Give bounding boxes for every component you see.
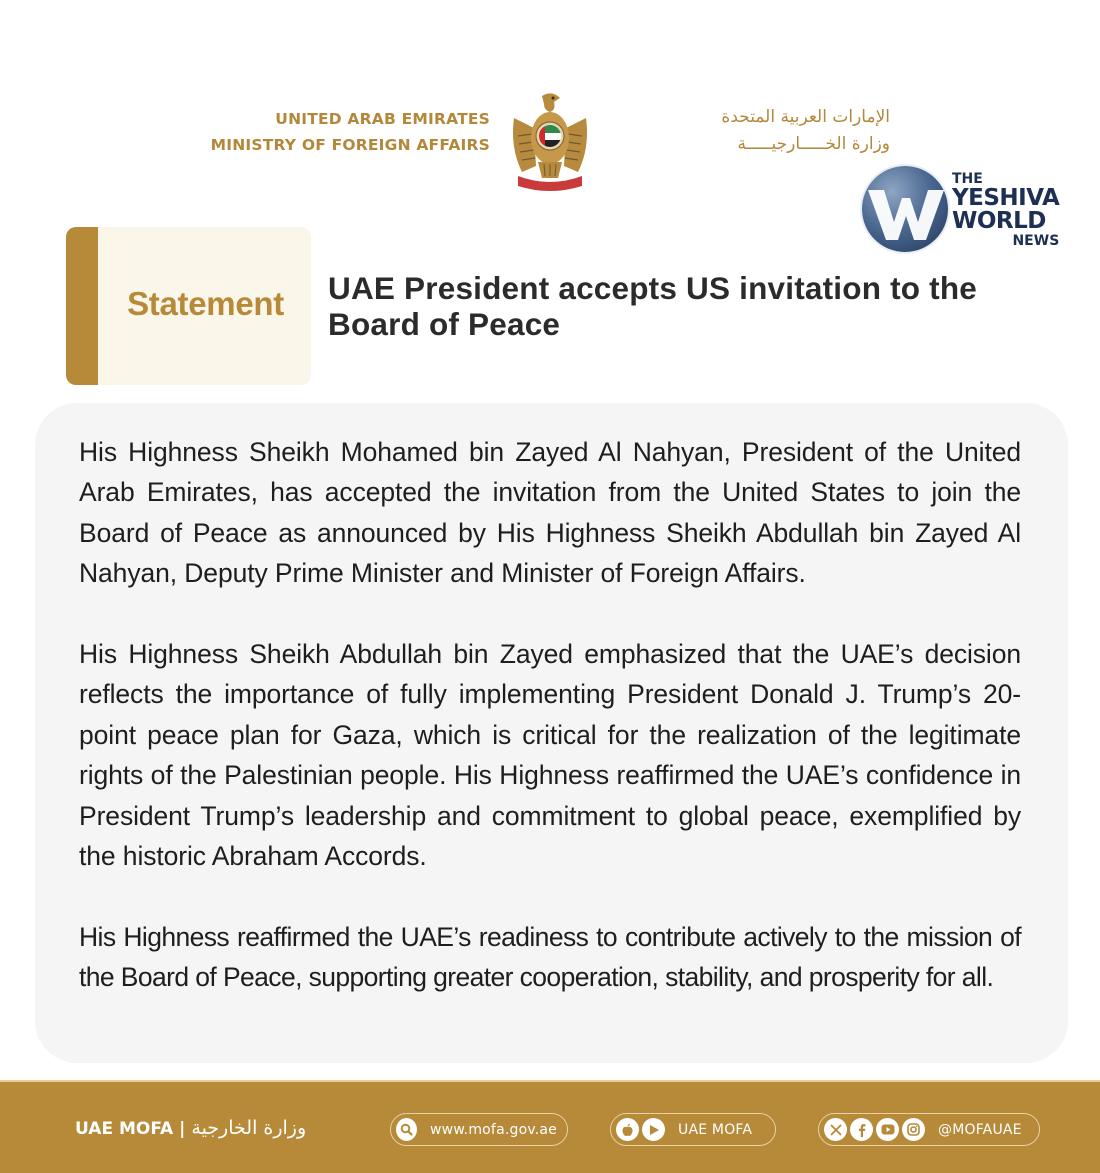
search-icon: [396, 1118, 417, 1141]
paragraph-3: His Highness reaffirmed the UAE’s readiness to contribute actively to the mission of the Board of Peace, supporting greater cooperation, stability, and prosperity for all.: [79, 921, 1021, 993]
ministry-ar-line1: الإمارات العربية المتحدة: [721, 107, 890, 127]
ywn-world: WORLD: [952, 208, 1046, 234]
youtube-icon[interactable]: [876, 1118, 899, 1141]
page-title: UAE President accepts US invitation to the Board of Peace: [328, 270, 978, 342]
footer-brand-en: UAE MOFA: [75, 1119, 174, 1139]
social-handle: @MOFAUAE: [938, 1121, 1022, 1138]
apple-icon[interactable]: [616, 1118, 639, 1141]
google-play-icon[interactable]: [642, 1118, 665, 1141]
social-links[interactable]: [818, 1113, 1040, 1146]
footer-brand: [75, 1117, 306, 1139]
instagram-icon[interactable]: [902, 1118, 925, 1141]
ywn-news: NEWS: [1012, 233, 1060, 249]
ministry-name-arabic: [610, 104, 890, 158]
statement-label: Statement: [127, 285, 284, 322]
ywn-the: THE: [952, 171, 983, 187]
app-store-links[interactable]: [610, 1113, 776, 1146]
app-label: UAE MOFA: [678, 1121, 753, 1138]
ywn-globe-icon: [862, 166, 948, 252]
badge-accent-bar: [66, 227, 98, 385]
statement-body: [79, 432, 1021, 998]
footer-bar: [0, 1080, 1100, 1173]
ywn-wordmark: [952, 172, 1059, 248]
ministry-ar-line2: وزارة الخـــــارجيـــــة: [737, 134, 890, 154]
facebook-icon[interactable]: [850, 1118, 873, 1141]
ywn-yeshiva: YESHIVA: [952, 185, 1060, 211]
footer-brand-ar: وزارة الخارجية: [191, 1117, 307, 1139]
statement-badge: [66, 227, 311, 385]
ministry-name-english: [200, 106, 490, 158]
ministry-en-line1: UNITED ARAB EMIRATES: [275, 110, 490, 128]
footer-separator: |: [179, 1119, 186, 1139]
uae-emblem-icon: [508, 88, 592, 194]
paragraph-2: His Highness Sheikh Abdullah bin Zayed emphasized that the UAE’s decision reflects the importance of fully implementing President Donald J. Trump’s 20-point peace plan for Gaza, which is critical for the realization of the legitimate rights of the Palestinian people. His Highness reaffirmed the UAE’s confidence in President Trump’s leadership and commitment to global peace, exemplified by the historic Abraham Accords.: [79, 639, 1021, 872]
yeshiva-world-news-watermark: [860, 164, 1060, 254]
paragraph-1: His Highness Sheikh Mohamed bin Zayed Al Nahyan, President of the United Arab Emirates, has accepted the invitation from the United States to join the Board of Peace as announced by His Highness Sheikh Abdullah bin Zayed Al Nahyan, Deputy Prime Minister and Minister of Foreign Affairs.: [79, 437, 1021, 589]
website-link[interactable]: [390, 1113, 568, 1146]
website-url: www.mofa.gov.ae: [430, 1121, 557, 1138]
x-icon[interactable]: [824, 1118, 847, 1141]
ministry-en-line2: MINISTRY OF FOREIGN AFFAIRS: [210, 136, 490, 154]
